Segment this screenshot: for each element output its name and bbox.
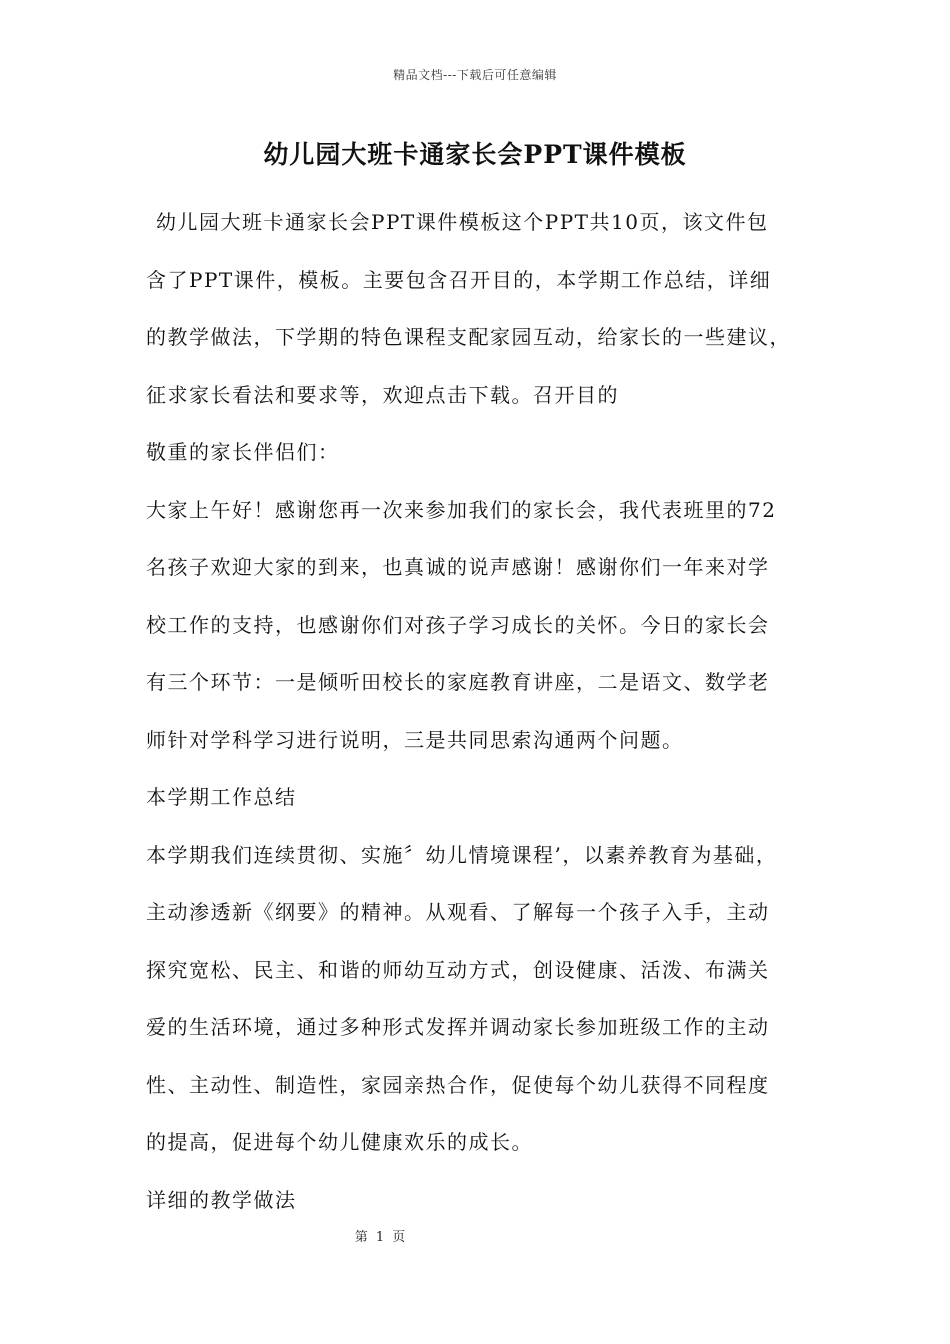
section-heading: 本学期工作总结 <box>146 785 297 809</box>
paragraph-line: 征求家长看法和要求等，欢迎点击下载。召开目的 <box>146 382 619 407</box>
document-title: 幼儿园大班卡通家长会PPT课件模板 <box>263 140 687 169</box>
salutation-line: 敬重的家长伴侣们： <box>146 440 340 464</box>
paragraph-line: 性、主动性、制造性，家园亲热合作，促使每个幼儿获得不同程度 <box>146 1072 770 1097</box>
paragraph-line: 探究宽松、民主、和谐的师幼互动方式，创设健康、活泼、布满关 <box>146 957 770 982</box>
page-header: 精品文档---下载后可任意编辑 <box>393 68 557 82</box>
paragraph-line: 含了PPT课件，模板。主要包含召开目的，本学期工作总结，详细 <box>146 267 772 292</box>
section-heading: 详细的教学做法 <box>146 1187 297 1212</box>
paragraph-line: 爱的生活环境，通过多种形式发挥并调动家长参加班级工作的主动 <box>146 1015 770 1039</box>
paragraph-line: 校工作的支持，也感谢你们对孩子学习成长的关怀。今日的家长会 <box>146 612 770 637</box>
paragraph-line: 幼儿园大班卡通家长会PPT课件模板这个PPT共10页，该文件包 <box>156 210 769 234</box>
paragraph-line: 有三个环节：一是倾听田校长的家庭教育讲座，二是语文、数学老 <box>146 670 770 694</box>
page-footer <box>0 1226 760 1245</box>
page-number-suffix: 页 <box>392 1230 406 1245</box>
page-number-prefix: 第 <box>354 1230 368 1245</box>
paragraph-line: 名孩子欢迎大家的到来，也真诚的说声感谢！感谢你们一年来对学 <box>146 555 770 579</box>
paragraph-line: 师针对学科学习进行说明，三是共同思索沟通两个问题。 <box>146 727 684 752</box>
paragraph-line: 主动渗透新《纲要》的精神。从观看、了解每一个孩子入手，主动 <box>146 900 770 924</box>
paragraph-line: 大家上午好！感谢您再一次来参加我们的家长会，我代表班里的72 <box>146 497 777 522</box>
document-body <box>146 200 826 1235</box>
paragraph-line: 的教学做法，下学期的特色课程支配家园互动，给家长的一些建议， <box>146 325 791 349</box>
paragraph-line: 的提高，促进每个幼儿健康欢乐的成长。 <box>146 1130 533 1154</box>
paragraph-line: 本学期我们连续贯彻、实施〞幼儿情境课程’，以素养教育为基础， <box>146 842 778 867</box>
page-number: 1 <box>375 1230 385 1245</box>
